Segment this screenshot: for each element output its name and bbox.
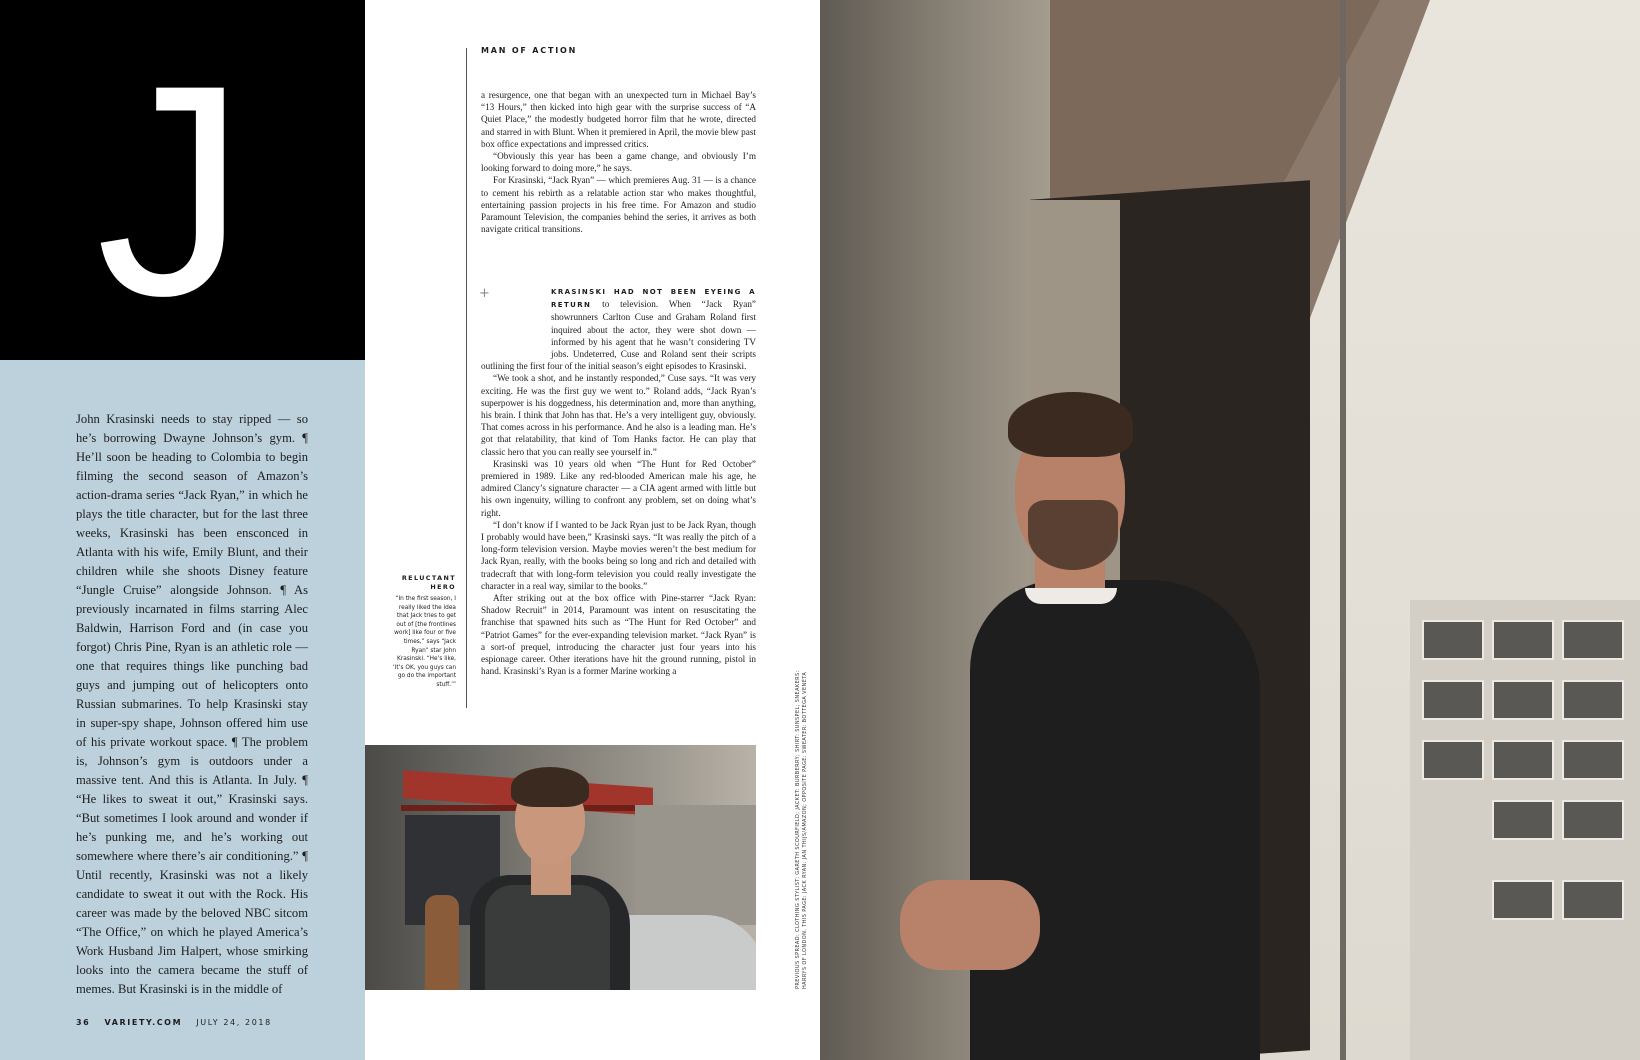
body-paragraph: “Obviously this year has been a game change, and obviously I’m looking forward to doing more,” he says. [481, 151, 756, 174]
body-column-main [481, 285, 756, 678]
body-paragraph: a resurgence, one that began with an unexpected turn in Michael Bay’s “13 Hours,” then kicked into high gear with the surprise success of “A Quiet Place,” the modestly budgeted horror film that he wrote, directed and starred in with Blunt. When it premiered in April, the movie blew past box office expectations and impressed critics. [481, 90, 756, 149]
folio-date: JULY 24, 2018 [196, 1018, 272, 1027]
indent-gap [481, 285, 551, 357]
lede-text: John Krasinski needs to stay ripped — so he’s borrowing Dwayne Johnson’s gym. ¶ He’ll soon be heading to Colombia to begin filming the second season of Amazon’s action-drama series “Jack Ryan,” in which he plays the title character, but for the last three weeks, Krasinski has been ensconced in Atlanta with his wife, Emily Blunt, and their children while she shoots Disney feature “Jungle Cruise” alongside Johnson. ¶ As previously incarnated in films starring Alec Baldwin, Harrison Ford and (in case you forgot) Chris Pine, Ryan is an athletic role — one that requires things like punching bad guys and jumping out of helicopters onto Russian submarines. To help Krasinski stay in super-spy shape, Johnson offered him use of his private workout space. ¶ The problem is, Johnson’s gym is outdoors under a massive tent. And this is Atlanta. In July. ¶ “He likes to sweat it out,” Krasinski says. “But sometimes I look around and wonder if he’s punking me, and he’s working out somewhere where there’s air conditioning.” ¶ Until recently, Krasinski was not a likely candidate to sweat it out with the Rock. His career was made by the beloved NBC sitcom “The Office,” on which he played America’s Work Husband Jim Halpert, whose smirking looks into the camera became the stuff of memes. But Krasinski is in the middle of [76, 412, 308, 996]
folio-site: VARIETY.COM [104, 1018, 183, 1027]
section-break-mark: + [479, 286, 490, 301]
still-photo [365, 745, 756, 990]
photo-credits: PREVIOUS SPREAD: CLOTHING STYLIST: GARETH SCOURFIELD; JACKET: BURBERRY; SHIRT: SUNSPEL; SNEAKERS: HARRYS OF LONDON. THIS PAGE: JACK RYAN: JAN THIJS/AMAZON; OPPOSITE PAGE: SWEATER: BOTTEGA VENETA [795, 670, 808, 989]
portrait-hands [900, 880, 1040, 970]
body-paragraph: After striking out at the box office with Pine-starrer “Jack Ryan: Shadow Recruit” in 2014, Paramount was intent on resuscitating the franchise that spawned hits such as “The Hunt for Red October” and “Patriot Games” for the ever-expanding television market. “Jack Ryan” is a sort-of prequel, introducing the character just four years into his espionage career. Other iterations have hit the ground running, pistol in hand. Krasinski’s Ryan is a former Marine working a [481, 593, 756, 677]
building-window [1492, 740, 1554, 780]
building-window [1422, 740, 1484, 780]
building-window [1562, 680, 1624, 720]
drop-initial-letter: J [96, 22, 246, 358]
body-column-top [481, 89, 756, 235]
lead-in-caps: KRASINSKI HAD NOT BEEN EYEING A RETURN [551, 288, 756, 310]
portrait-sweater [970, 580, 1260, 1060]
body-paragraph: “We took a shot, and he instantly responded,” Cuse says. “It was very exciting. He was the first guy we went to.” Roland adds, “Jack Ryan’s superpower is his doggedness, his determination and, more than anything, his brain. I think that John has that. He’s a very intelligent guy, obviously. That comes across in his performance. And he also is a leading man. He’s got that relatability, that kind of Tom Hanks factor. He can play that classic hero that you can really see yourself in.” [481, 373, 756, 457]
portrait-beard [1028, 500, 1118, 570]
body-paragraph: For Krasinski, “Jack Ryan” — which premieres Aug. 31 — is a chance to cement his rebirth as a relatable action star who makes thoughtful, entertaining passion projects in his free time. For Amazon and studio Paramount Television, the companies behind the series, it arrives as both navigate critical transitions. [481, 175, 756, 235]
building-window [1562, 880, 1624, 920]
portrait-background-building [1410, 600, 1640, 1060]
section-kicker: MAN OF ACTION [481, 46, 578, 55]
building-window [1562, 740, 1624, 780]
building-window [1562, 620, 1624, 660]
building-window [1422, 680, 1484, 720]
building-window [1422, 620, 1484, 660]
body-paragraph: Krasinski was 10 years old when “The Hunt for Red October” premiered in 1989. Like any red-blooded American male his age, he admired Clancy’s signature character — a CIA agent armed with little but his own ingenuity, willing to confront any problem, set on doing what’s right. [481, 458, 756, 518]
portrait-hair [1008, 392, 1133, 457]
still-photo-tactical-vest [485, 885, 610, 990]
still-photo-building [635, 805, 756, 925]
folio-page-number: 36 [76, 1018, 91, 1027]
still-photo-bystander [425, 895, 459, 990]
lead-paragraph-text: to television. When “Jack Ryan” showrunners Carlton Cuse and Graham Roland first inquired about the actor, they were shot down — informed by his agent that he wasn’t considering TV jobs. Undeterred, Cuse and Roland sent their scripts outlining the first four of the initial season’s eight episodes to Krasinski. [481, 299, 756, 372]
drop-initial-block [0, 0, 365, 360]
photo-caption-body: “In the first season, I really liked the idea that Jack tries to get out of [the frontlines work] like four or five times,” says “Jack Ryan” star John Krasinski. “He’s like, ‘It’s OK, you guys can go do the important stuff.’” [392, 596, 456, 688]
column-rule [466, 48, 467, 708]
building-window [1492, 800, 1554, 840]
building-window [1562, 800, 1624, 840]
still-photo-actor-hair [511, 767, 589, 807]
building-window [1492, 880, 1554, 920]
page-folio [76, 1018, 272, 1027]
building-window [1492, 620, 1554, 660]
body-paragraph: “I don’t know if I wanted to be Jack Ryan just to be Jack Ryan, though I probably would have been,” Krasinski says. “It was really the pitch of a long-form television version. Maybe movies weren’t the best medium for Jack Ryan, really, with the books being so long and rich and detailed with tradecraft that with long-form television you could really investigate the character in a real way, similar to the books.” [481, 519, 756, 591]
portrait-drainpipe [1340, 0, 1346, 1060]
portrait-tshirt-collar [1025, 588, 1117, 604]
photo-caption-title: RELUCTANT HERO [401, 574, 456, 591]
building-window [1492, 680, 1554, 720]
portrait-photo [820, 0, 1640, 1060]
